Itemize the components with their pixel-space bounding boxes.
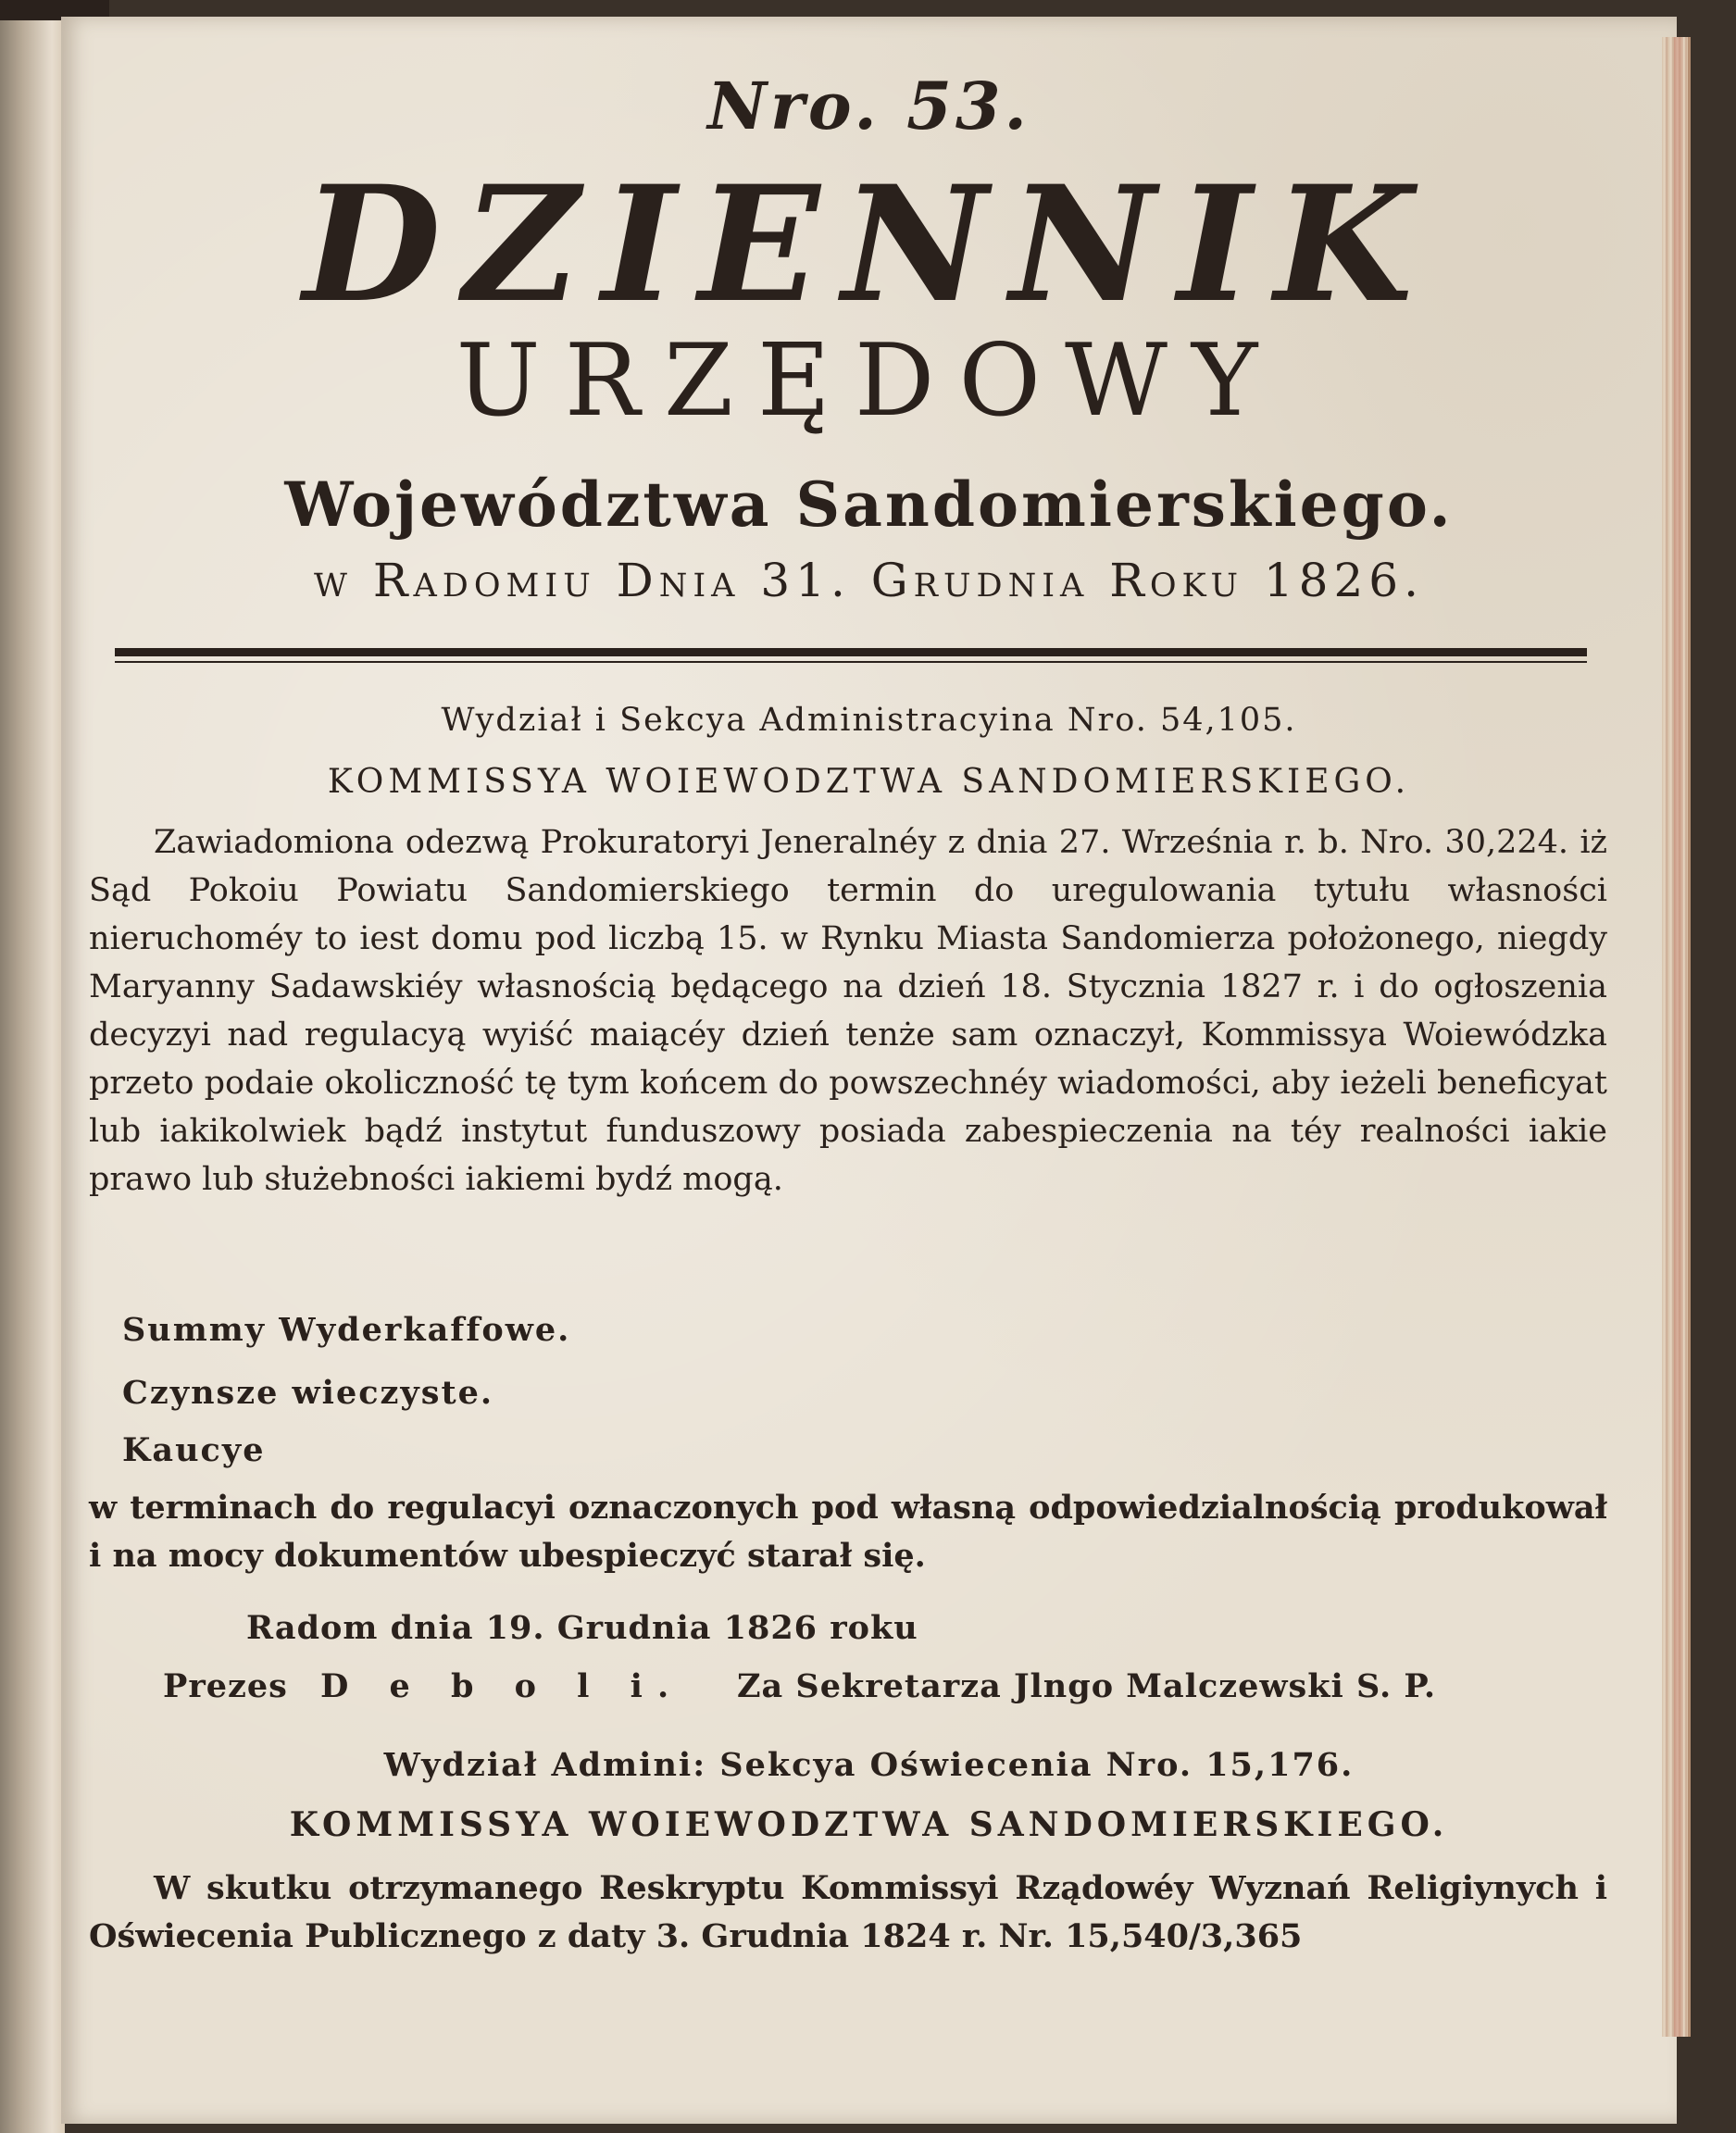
newspaper-title: DZIENNIK — [303, 150, 1435, 338]
document-page — [61, 17, 1677, 2124]
notice-2-organization: KOMMISSYA WOIEWODZTWA SANDOMIERSKIEGO. — [289, 1805, 1449, 1844]
notice-1-item: Kaucye — [122, 1431, 266, 1469]
masthead-rule-thin — [115, 661, 1587, 663]
dateline: w Radomiu Dnia 31. Grudnia Roku 1826. — [314, 554, 1424, 607]
notice-2-body: W skutku otrzymanego Reskryptu Kommissyi Rządowéy Wyznań Religiynych i Oświecenia Publicznego z daty 3. Grudnia 1824 r. Nr. 15,540/3,365 — [89, 1869, 1607, 1955]
notice-1-closing: w terminach do regulacyi oznaczonych pod własną odpowiedzialnością produkował i na mocy dokumentów ubespieczyć starał się. — [89, 1489, 1607, 1575]
masthead-rule — [115, 648, 1587, 656]
president-label: Prezes — [163, 1667, 288, 1705]
region-line: Województwa Sandomierskiego. — [284, 468, 1454, 541]
notice-1-organization: KOMMISSYA WOIEWODZTWA SANDOMIERSKIEGO. — [327, 763, 1411, 801]
notice-1-item: Czynsze wieczyste. — [122, 1374, 494, 1412]
page-edge-tint — [1674, 37, 1683, 2037]
newspaper-subtitle: URZĘDOWY — [456, 323, 1282, 439]
book-binding — [0, 0, 65, 2133]
president-name: D e b o l i. — [320, 1667, 684, 1705]
notice-1-item: Summy Wyderkaffowe. — [122, 1311, 571, 1349]
notice-1-body: Zawiadomiona odezwą Prokuratoryi Jeneralnéy z dnia 27. Września r. b. Nro. 30,224. iż Sąd Pokoiu Powiatu Sandomierskiego termin do uregulowania tytułu własności nieruchoméy to iest domu pod liczbą 15. w Rynku Miasta Sandomierza położonego, niegdy Maryanny Sadawskiéy własnością będącego na dzień 18. Stycznia 1827 r. i do ogłoszenia decyzyi nad regulacyą wyiść maiącéy dzień tenże sam oznaczył, Kommissya Woiewódzka przeto podaie okoliczność tę tym końcem do powszechnéy wiadomości, aby ieżeli beneficyat lub iakikolwiek bądź instytut funduszowy posiada zabespieczenia na téy realności iakie prawo lub służebności iakiemi bydź mogą. — [89, 824, 1607, 1198]
issue-number: Nro. 53. — [707, 68, 1030, 144]
notice-1-place-date: Radom dnia 19. Grudnia 1826 roku — [246, 1609, 918, 1647]
secretary-signature: Za Sekretarza Jlngo Malczewski S. P. — [737, 1667, 1437, 1705]
notice-1-section: Wydział i Sekcya Administracyina Nro. 54,105. — [441, 702, 1297, 739]
notice-2-section: Wydział Admini: Sekcya Oświecenia Nro. 15,176. — [383, 1746, 1355, 1784]
